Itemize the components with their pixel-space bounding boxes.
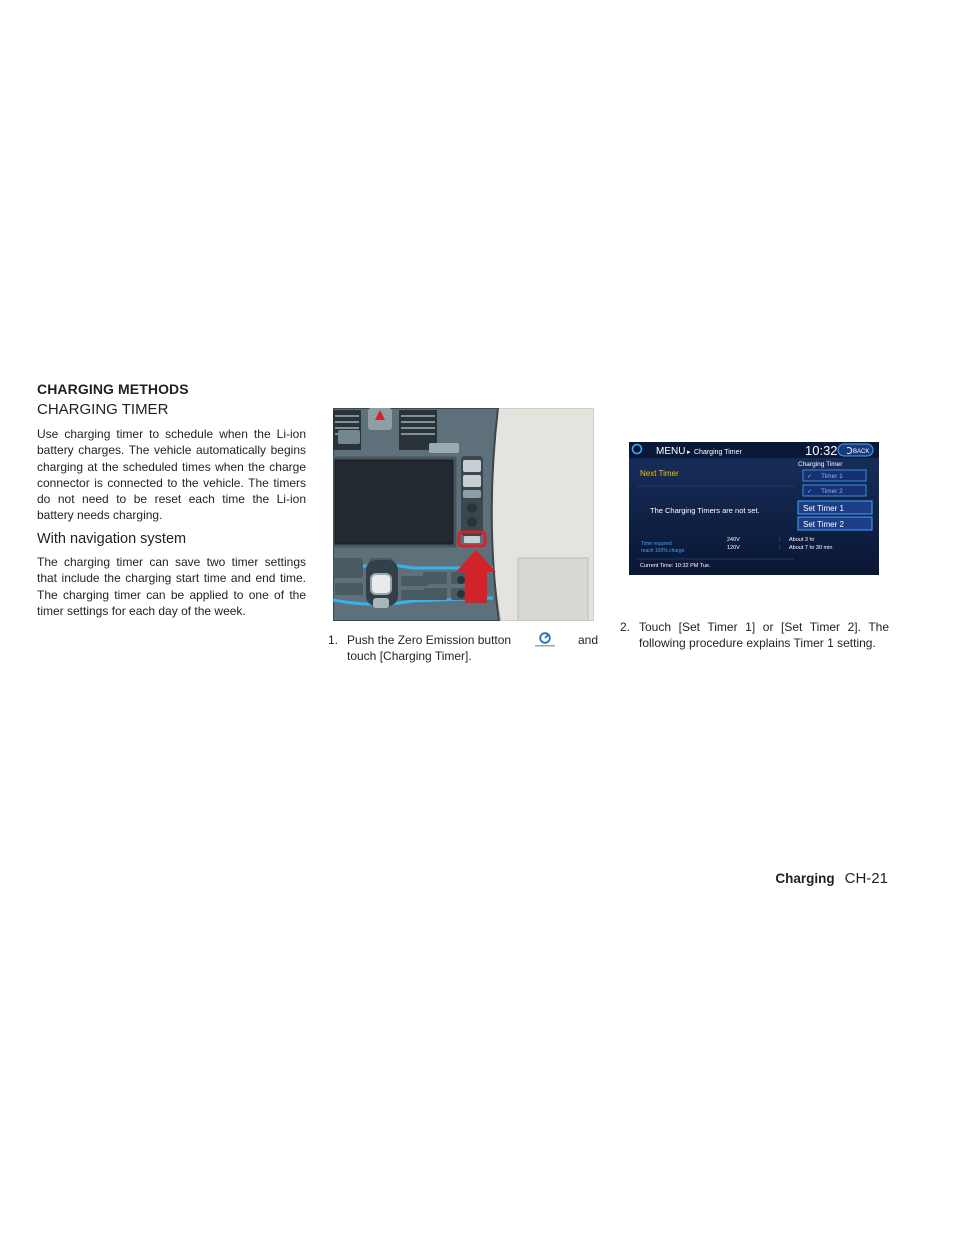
- page-number: CH-21: [844, 870, 888, 887]
- nav-heading: With navigation system: [37, 531, 187, 547]
- step-text: Push the Zero Emission button: [347, 633, 512, 647]
- svg-text:Time required: Time required: [641, 541, 672, 547]
- svg-text:The Charging Timers are not se: The Charging Timers are not set.: [650, 506, 760, 515]
- svg-text:MENU: MENU: [656, 446, 686, 457]
- svg-text:Set Timer 2: Set Timer 2: [803, 520, 844, 529]
- step-text: touch [Charging Timer].: [347, 649, 472, 664]
- svg-text:Timer 2: Timer 2: [821, 488, 843, 495]
- zero-emission-button-icon: [532, 632, 558, 648]
- svg-text:▸: ▸: [687, 449, 691, 456]
- svg-text:Next Timer: Next Timer: [640, 469, 679, 478]
- step-text: and: [577, 633, 598, 647]
- svg-text:Timer 1: Timer 1: [821, 473, 843, 480]
- section-title: CHARGING METHODS: [37, 381, 189, 397]
- svg-text:Charging Timer: Charging Timer: [798, 461, 843, 468]
- step-1: [328, 632, 598, 665]
- svg-text:✓: ✓: [807, 488, 813, 495]
- svg-text::: :: [779, 545, 781, 551]
- nav-paragraph: The charging timer can save two timer settings that include the charging start time and end time. The charging timer can be applied to one of the timer settings for each day of the week.: [37, 555, 306, 618]
- svg-text:About 7 hr 30 min: About 7 hr 30 min: [789, 545, 833, 551]
- svg-text:BACK: BACK: [853, 449, 870, 455]
- step-text: Touch [Set Timer 1] or [Set Timer 2]. The following procedure explains Timer 1 setting.: [639, 620, 889, 651]
- check-icon: ✓: [807, 473, 813, 480]
- page-footer: [775, 870, 888, 887]
- svg-text:Charging Timer: Charging Timer: [694, 449, 742, 456]
- svg-text:240V: 240V: [727, 537, 740, 543]
- screen-drawing: [629, 442, 879, 575]
- svg-text:About 3 hr: About 3 hr: [789, 537, 815, 543]
- charging-timer-screen: [629, 442, 879, 575]
- step-number: 1.: [328, 633, 339, 647]
- dashboard-illustration: [333, 408, 594, 621]
- footer-section: Charging: [775, 871, 835, 886]
- svg-text:reach 100% charge: reach 100% charge: [641, 548, 685, 554]
- sub-title: CHARGING TIMER: [37, 401, 169, 418]
- svg-text::: :: [779, 537, 781, 543]
- intro-paragraph: Use charging timer to schedule when the Li-ion battery charges. The vehicle automatically begins charging at the scheduled times when the charge connector is connected to the vehicle. The timers do not need to be reset each time the Li-ion battery needs charging.: [37, 427, 306, 523]
- step-2: [620, 619, 889, 652]
- svg-text:120V: 120V: [727, 545, 740, 551]
- svg-text:Set Timer 1: Set Timer 1: [803, 504, 844, 513]
- svg-text:10:32: 10:32: [805, 443, 838, 458]
- step-number: 2.: [620, 620, 631, 634]
- dashboard-drawing: [333, 408, 594, 621]
- svg-text:Current Time: 10:32 PM Tue.: Current Time: 10:32 PM Tue.: [640, 563, 711, 569]
